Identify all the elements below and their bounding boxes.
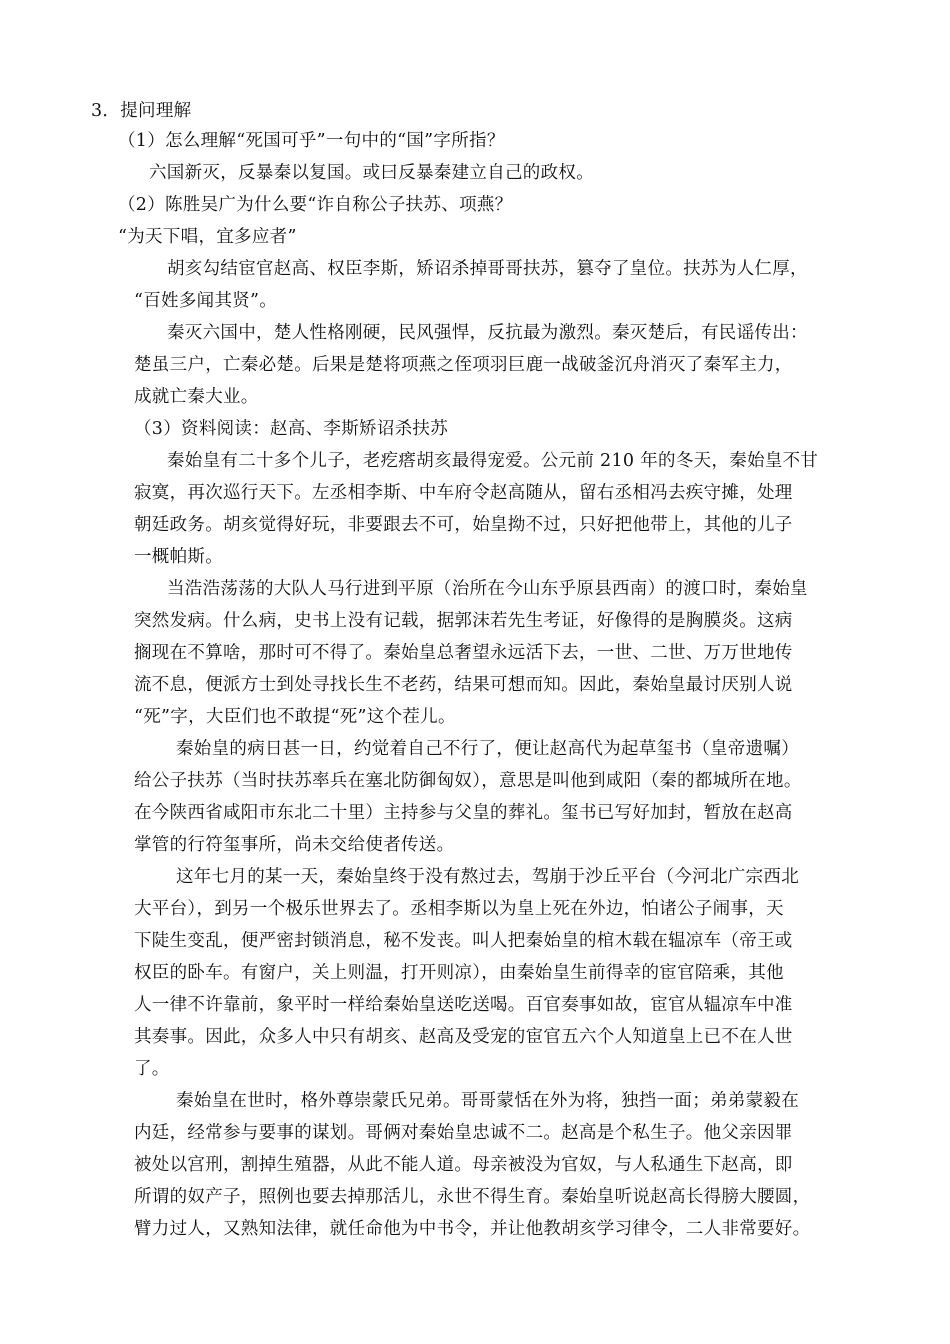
paragraph-line: 了。 bbox=[134, 1059, 170, 1079]
paragraph-line: 秦始皇在世时，格外尊崇蒙氏兄弟。哥哥蒙恬在外为将，独挡一面；弟弟蒙毅在 bbox=[176, 1091, 799, 1111]
paragraph-line: 搁现在不算啥，那时可不得了。秦始皇总奢望永远活下去，一世、二世、万万世地传 bbox=[134, 643, 793, 663]
paragraph-line: 臂力过人，又熟知法律，就任命他为中书令，并让他教胡亥学习律令，二人非常要好。 bbox=[134, 1219, 811, 1239]
quote-line: “为天下唱，宜多应者” bbox=[118, 227, 297, 247]
paragraph-line: 朝廷政务。胡亥觉得好玩，非要跟去不可，始皇拗不过，只好把他带上，其他的儿子 bbox=[134, 515, 793, 535]
paragraph-line: “死”字，大臣们也不敢提“死”这个茬儿。 bbox=[134, 707, 456, 727]
paragraph-line: 流不息，便派方士到处寻找长生不老药，结果可想而知。因此，秦始皇最讨厌别人说 bbox=[134, 675, 793, 695]
paragraph-line: 所谓的奴产子，照例也要去掉那活儿，永世不得生育。秦始皇听说赵高长得膀大腰圆， bbox=[134, 1187, 811, 1207]
question-2: （2）陈胜吴广为什么要“诈自称公子扶苏、项燕？ bbox=[118, 195, 513, 215]
paragraph-line: 这年七月的某一天，秦始皇终于没有熬过去，驾崩于沙丘平台（今河北广宗西北 bbox=[176, 867, 799, 887]
paragraph-line: 内廷，经常参与要事的谋划。哥俩对秦始皇忠诚不二。赵高是个私生子。他父亲因罪 bbox=[134, 1123, 793, 1143]
answer-1: 六国新灭，反暴秦以复国。或曰反暴秦建立自己的政权。 bbox=[149, 163, 594, 183]
paragraph-line: 其奏事。因此，众多人中只有胡亥、赵高及受宠的宦官五六个人知道皇上已不在人世 bbox=[134, 1027, 793, 1047]
paragraph-line: 寂寞，再次巡行天下。左丞相李斯、中车府令赵高随从，留右丞相冯去疾守摊，处理 bbox=[134, 483, 793, 503]
paragraph-line: 一概帕斯。 bbox=[134, 547, 223, 567]
paragraph-line: 秦始皇的病日甚一日，约觉着自己不行了，便让赵高代为起草玺书（皇帝遗嘱） bbox=[176, 739, 799, 759]
section-heading: 3．提问理解 bbox=[91, 101, 192, 121]
paragraph-line: 大平台），到另一个极乐世界去了。丞相李斯以为皇上死在外边，怕诸公子闹事，天 bbox=[134, 899, 784, 919]
paragraph-line: 下陡生变乱，便严密封锁消息，秘不发丧。叫人把秦始皇的棺木载在辒凉车（帝王或 bbox=[134, 931, 793, 951]
paragraph-line: 楚虽三户，亡秦必楚。后果是楚将项燕之侄项羽巨鹿一战破釜沉舟消灭了秦军主力， bbox=[134, 355, 793, 375]
paragraph-line: 在今陕西省咸阳市东北二十里）主持参与父皇的葬礼。玺书已写好加封，暂放在赵高 bbox=[134, 803, 793, 823]
paragraph-line: 秦始皇有二十多个儿子，老疙瘩胡亥最得宠爱。公元前 210 年的冬天，秦始皇不甘 bbox=[167, 451, 819, 471]
question-3: （3）资料阅读：赵高、李斯矫诏杀扶苏 bbox=[134, 419, 449, 439]
paragraph-line: 成就亡秦大业。 bbox=[134, 387, 259, 407]
paragraph-line: 人一律不许靠前，象平时一样给秦始皇送吃送喝。百官奏事如故，宦官从辒凉车中准 bbox=[134, 995, 793, 1015]
paragraph-line: 突然发病。什么病，史书上没有记载，据郭沫若先生考证，好像得的是胸膜炎。这病 bbox=[134, 611, 793, 631]
paragraph-line: 权臣的卧车。有窗户，关上则温，打开则凉），由秦始皇生前得幸的宦官陪乘，其他 bbox=[134, 963, 784, 983]
paragraph-line: “百姓多闻其贤”。 bbox=[134, 291, 278, 311]
paragraph-line: 当浩浩荡荡的大队人马行进到平原（治所在今山东乎原县西南）的渡口时，秦始皇 bbox=[167, 579, 808, 599]
paragraph-line: 掌管的行符玺事所，尚未交给使者传送。 bbox=[134, 835, 455, 855]
question-1: （1）怎么理解“死国可乎”一句中的“国”字所指？ bbox=[118, 131, 505, 151]
paragraph-line: 胡亥勾结宦官赵高、权臣李斯，矫诏杀掉哥哥扶苏，篡夺了皇位。扶苏为人仁厚， bbox=[167, 259, 808, 279]
paragraph-line: 秦灭六国中，楚人性格刚硬，民风强悍，反抗最为激烈。秦灭楚后，有民谣传出： bbox=[167, 323, 808, 343]
paragraph-line: 给公子扶苏（当时扶苏率兵在塞北防御匈奴），意思是叫他到咸阳（秦的都城所在地。 bbox=[134, 771, 802, 791]
paragraph-line: 被处以宫刑，割掉生殖器，从此不能人道。母亲被没为官奴，与人私通生下赵高，即 bbox=[134, 1155, 793, 1175]
